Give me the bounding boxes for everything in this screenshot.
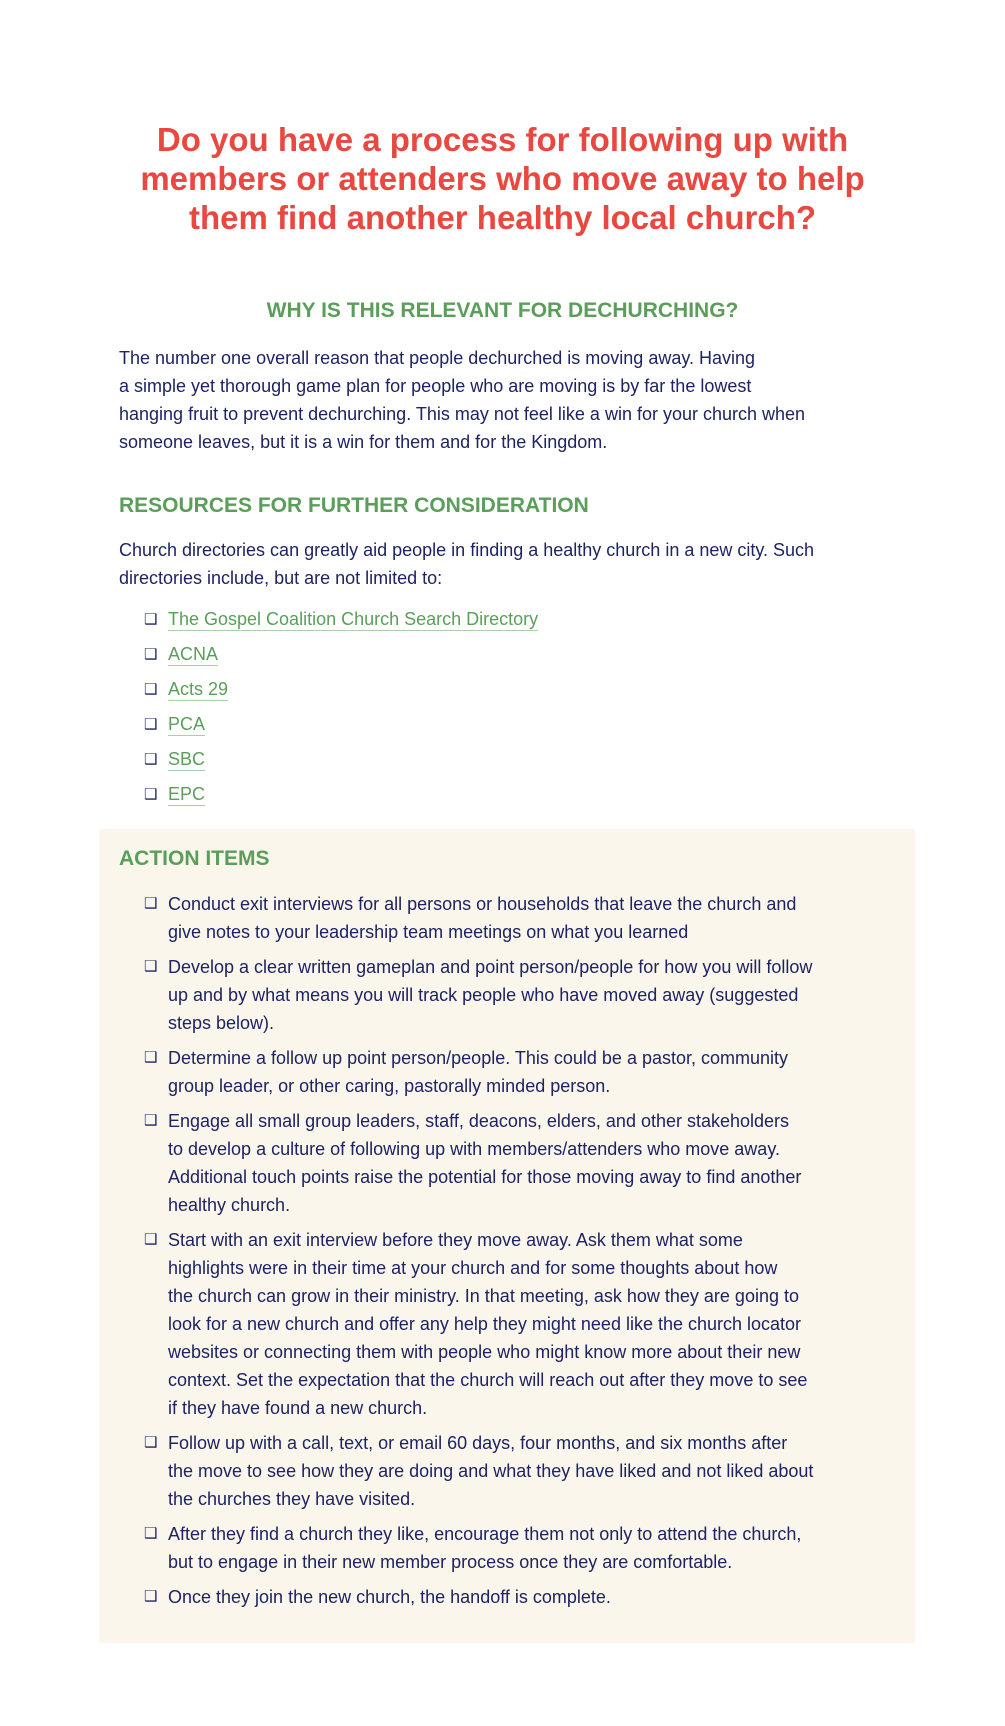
action-item-line: group leader, or other caring, pastorally minded person. <box>168 1076 611 1096</box>
action-item-text <box>168 1107 801 1219</box>
resource-list-item <box>144 679 538 714</box>
resource-list-item <box>144 749 538 784</box>
action-item <box>144 1044 813 1100</box>
action-item-line: look for a new church and offer any help they might need like the church locator <box>168 1314 802 1334</box>
title-line: them find another healthy local church? <box>188 199 817 236</box>
resource-links-list <box>144 609 538 819</box>
action-item-line: the church can grow in their ministry. In that meeting, ask how they are going to <box>168 1286 799 1306</box>
action-item <box>144 1107 813 1219</box>
resource-link[interactable]: Acts 29 <box>168 679 229 699</box>
resource-link[interactable]: The Gospel Coalition Church Search Directory <box>168 609 539 629</box>
checkbox-icon: ❑ <box>144 1112 158 1129</box>
action-item-line: context. Set the expectation that the church will reach out after they move to see <box>168 1370 808 1390</box>
action-item-line: the move to see how they are doing and what they have liked and not liked about <box>168 1461 814 1481</box>
checkbox-icon: ❑ <box>144 1588 158 1605</box>
action-item-line: Follow up with a call, text, or email 60 days, four months, and six months after <box>168 1433 788 1453</box>
checkbox-icon: ❑ <box>144 1049 158 1066</box>
resource-link[interactable]: SBC <box>168 749 206 769</box>
action-item-line: After they find a church they like, encourage them not only to attend the church, <box>168 1524 802 1544</box>
action-item-line: but to engage in their new member process once they are comfortable. <box>168 1552 733 1572</box>
action-item-text <box>168 1583 611 1611</box>
action-item-line: healthy church. <box>168 1195 291 1215</box>
title-line: members or attenders who move away to help <box>140 160 865 197</box>
resource-list-item <box>144 609 538 644</box>
resource-list-item <box>144 714 538 749</box>
action-item <box>144 1429 813 1513</box>
action-item-line: up and by what means you will track people who have moved away (suggested <box>168 985 799 1005</box>
checkbox-icon: ❑ <box>144 751 158 768</box>
resources-heading: RESOURCES FOR FURTHER CONSIDERATION <box>119 494 589 517</box>
paragraph-line: a simple yet thorough game plan for people who are moving is by far the lowest <box>119 376 752 396</box>
paragraph-line: someone leaves, but it is a win for them and for the Kingdom. <box>119 432 608 452</box>
action-item <box>144 953 813 1037</box>
action-item-line: websites or connecting them with people who might know more about their new <box>168 1342 801 1362</box>
checkbox-icon: ❑ <box>144 716 158 733</box>
action-item-line: to develop a culture of following up with members/attenders who move away. <box>168 1139 780 1159</box>
page-title <box>0 120 1005 237</box>
action-item-text <box>168 1044 788 1100</box>
resources-paragraph <box>119 536 814 592</box>
action-item <box>144 1583 813 1611</box>
checkbox-icon: ❑ <box>144 681 158 698</box>
action-item-line: Determine a follow up point person/people. This could be a pastor, community <box>168 1048 789 1068</box>
checkbox-icon: ❑ <box>144 895 158 912</box>
action-item-line: Additional touch points raise the potential for those moving away to find another <box>168 1167 802 1187</box>
action-item-line: give notes to your leadership team meetings on what you learned <box>168 922 689 942</box>
action-item <box>144 1520 813 1576</box>
paragraph-line: hanging fruit to prevent dechurching. This may not feel like a win for your church when <box>119 404 806 424</box>
resource-link[interactable]: EPC <box>168 784 206 804</box>
action-item-line: the churches they have visited. <box>168 1489 416 1509</box>
checkbox-icon: ❑ <box>144 1231 158 1248</box>
checkbox-icon: ❑ <box>144 646 158 663</box>
resource-list-item <box>144 644 538 679</box>
action-item-line: Start with an exit interview before they move away. Ask them what some <box>168 1230 743 1250</box>
title-line: Do you have a process for following up with <box>156 121 849 158</box>
paragraph-line: directories include, but are not limited to: <box>119 568 443 588</box>
action-item-text <box>168 953 812 1037</box>
action-item <box>144 1226 813 1422</box>
action-item-line: if they have found a new church. <box>168 1398 428 1418</box>
action-item-line: Once they join the new church, the handoff is complete. <box>168 1587 611 1607</box>
why-paragraph <box>119 344 805 456</box>
checkbox-icon: ❑ <box>144 1434 158 1451</box>
action-item <box>144 890 813 946</box>
checkbox-icon: ❑ <box>144 786 158 803</box>
resource-link[interactable]: ACNA <box>168 644 219 664</box>
action-items-list <box>144 890 813 1618</box>
paragraph-line: Church directories can greatly aid people in finding a healthy church in a new city. Such <box>119 540 815 560</box>
action-item-line: highlights were in their time at your church and for some thoughts about how <box>168 1258 778 1278</box>
action-item-text <box>168 1226 807 1422</box>
action-item-line: Engage all small group leaders, staff, deacons, elders, and other stakeholders <box>168 1111 790 1131</box>
action-item-line: Develop a clear written gameplan and point person/people for how you will follow <box>168 957 813 977</box>
resource-list-item <box>144 784 538 819</box>
why-heading: WHY IS THIS RELEVANT FOR DECHURCHING? <box>266 299 739 322</box>
action-item-text <box>168 1520 801 1576</box>
resource-link[interactable]: PCA <box>168 714 206 734</box>
checkbox-icon: ❑ <box>144 1525 158 1542</box>
action-item-text <box>168 890 796 946</box>
action-item-text <box>168 1429 813 1513</box>
action-item-line: steps below). <box>168 1013 275 1033</box>
action-item-line: Conduct exit interviews for all persons or households that leave the church and <box>168 894 797 914</box>
action-items-heading: ACTION ITEMS <box>119 847 270 870</box>
checkbox-icon: ❑ <box>144 611 158 628</box>
checkbox-icon: ❑ <box>144 958 158 975</box>
paragraph-line: The number one overall reason that people dechurched is moving away. Having <box>119 348 756 368</box>
